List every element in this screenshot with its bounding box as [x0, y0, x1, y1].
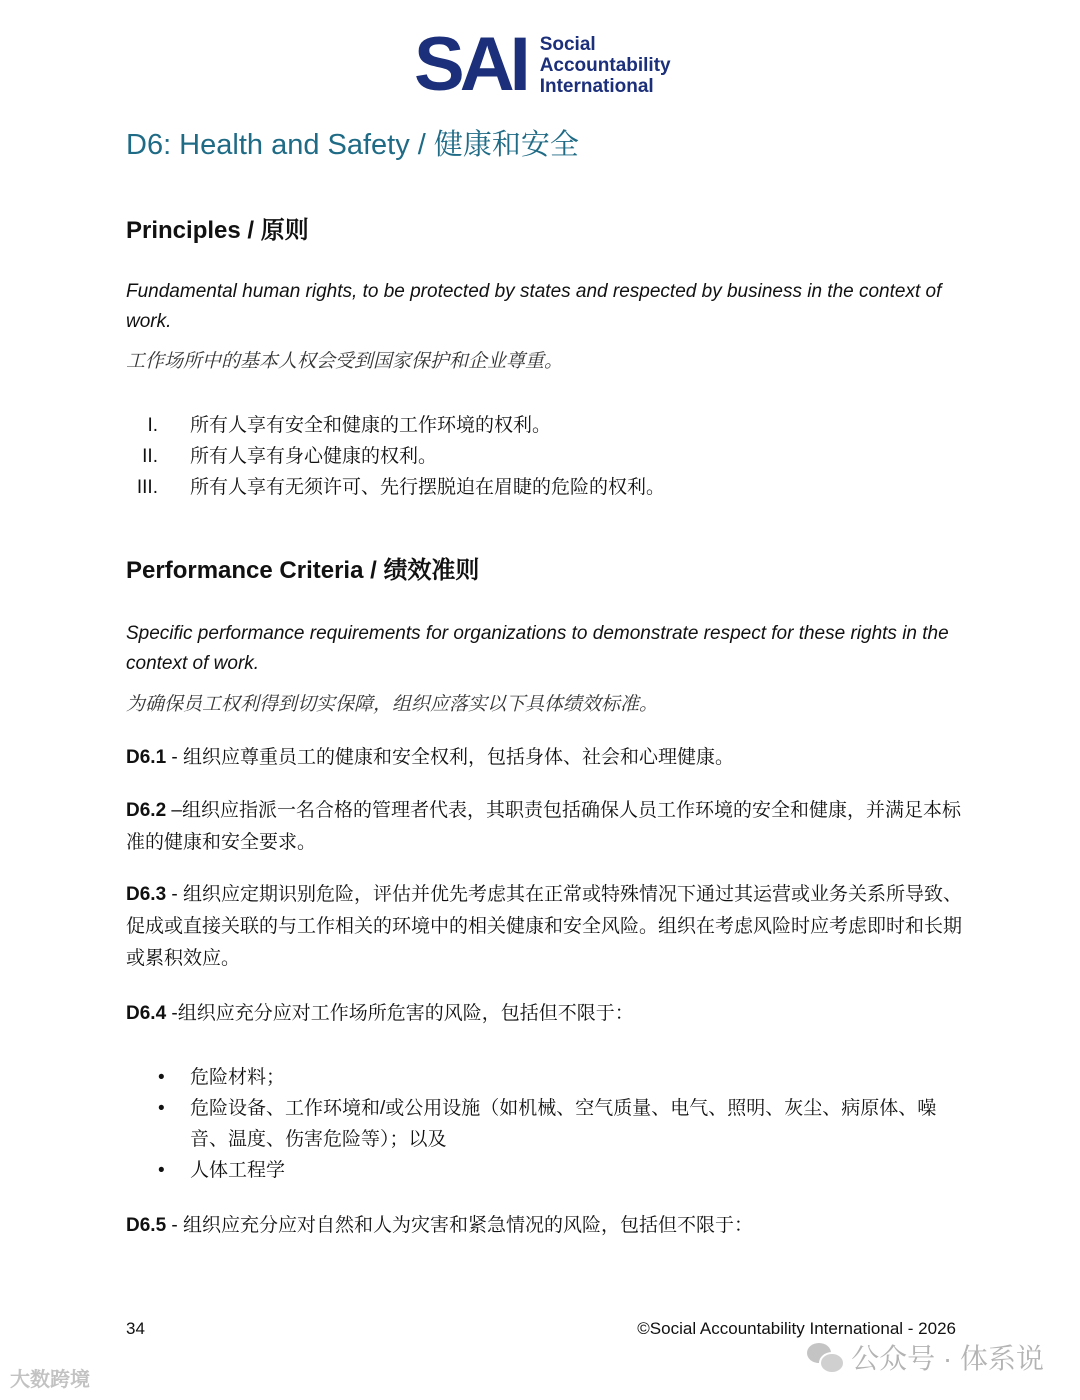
- bullet-icon: •: [158, 1098, 165, 1119]
- criterion-separator: –: [166, 800, 182, 821]
- principles-intro-zh: 工作场所中的基本人权会受到国家保护和企业尊重。: [126, 350, 564, 372]
- list-item: [126, 441, 966, 472]
- criterion-d6-5: [126, 1210, 966, 1242]
- criterion-id: D6.4: [126, 1003, 167, 1024]
- criterion-text: 组织应定期识别危险，评估并优先考虑其在正常或特殊情况下通过其运营或业务关系所导致、促成或直接关联的与工作相关的环境中的相关健康和安全风险。组织在考虑风险时应考虑即时和长期或累积效应。: [126, 884, 963, 969]
- criterion-text: 组织应指派一名合格的管理者代表，其职责包括确保人员工作环境的安全和健康，并满足本标准的健康和安全要求。: [126, 800, 962, 853]
- logo-wordmark: [540, 34, 671, 97]
- criterion-text: 组织应尊重员工的健康和安全权利，包括身体、社会和心理健康。: [183, 747, 735, 768]
- criterion-d6-4: [126, 998, 966, 1030]
- watermark-right-text: 公众号 · 体系说: [851, 1343, 1044, 1374]
- principles-intro-en: Fundamental human rights, to be protected by states and respected by business in the context of work.: [126, 281, 942, 332]
- list-number: III.: [136, 477, 158, 498]
- copyright-notice: ©Social Accountability International - 2026: [637, 1319, 956, 1338]
- list-text: 所有人享有身心健康的权利。: [190, 446, 438, 467]
- sai-logo: [414, 22, 671, 107]
- logo-line-international: International: [539, 75, 654, 97]
- list-text: 危险设备、工作环境和/或公用设施（如机械、空气质量、电气、照明、灰尘、病原体、噪音、温度、伤害危险等）；以及: [190, 1098, 937, 1150]
- list-number: I.: [147, 415, 158, 436]
- criterion-text: 组织应充分应对自然和人为灾害和紧急情况的风险，包括但不限于：: [183, 1215, 754, 1236]
- bullet-icon: •: [158, 1067, 165, 1088]
- list-item: [126, 1093, 966, 1155]
- criterion-id: D6.1: [126, 747, 167, 768]
- logo-line-social: Social: [539, 33, 596, 55]
- criterion-d6-1: [126, 742, 966, 774]
- principles-list: [126, 410, 966, 503]
- performance-intro-en: Specific performance requirements for organizations to demonstrate respect for these rights in the context of work.: [126, 623, 949, 674]
- logo-mark: SAI: [414, 22, 526, 107]
- performance-heading: Performance Criteria / 绩效准则: [126, 557, 480, 584]
- criterion-separator: -: [166, 1003, 178, 1024]
- criterion-id: D6.5: [126, 1215, 167, 1236]
- page-number: 34: [126, 1319, 145, 1338]
- list-text: 所有人享有无须许可、先行摆脱迫在眉睫的危险的权利。: [190, 477, 666, 498]
- criterion-d6-2: [126, 795, 966, 859]
- criterion-d6-3: [126, 879, 966, 975]
- wechat-icon: [807, 1343, 841, 1371]
- list-text: 危险材料；: [190, 1067, 286, 1088]
- performance-intro-zh: 为确保员工权利得到切实保障，组织应落实以下具体绩效标准。: [126, 693, 659, 715]
- bullet-icon: •: [158, 1160, 165, 1181]
- list-item: [126, 410, 966, 441]
- criterion-separator: -: [166, 747, 184, 768]
- list-text: 所有人享有安全和健康的工作环境的权利。: [190, 415, 552, 436]
- criterion-id: D6.3: [126, 884, 167, 905]
- list-item: [126, 1062, 966, 1093]
- criterion-separator: -: [166, 1215, 184, 1236]
- criterion-id: D6.2: [126, 800, 167, 821]
- watermark-right: [807, 1337, 1044, 1377]
- d6-4-hazard-list: [126, 1062, 966, 1186]
- list-text: 人体工程学: [190, 1160, 286, 1181]
- principles-heading: Principles / 原则: [126, 217, 309, 244]
- criterion-text: 组织应充分应对工作场所危害的风险，包括但不限于：: [177, 1003, 634, 1024]
- watermark-left: 大数跨境: [10, 1369, 90, 1391]
- list-number: II.: [142, 446, 158, 467]
- list-item: [126, 472, 966, 503]
- criterion-separator: -: [166, 884, 184, 905]
- logo-line-accountability: Accountability: [539, 54, 671, 76]
- document-title: D6: Health and Safety / 健康和安全: [126, 129, 579, 161]
- list-item: [126, 1155, 966, 1186]
